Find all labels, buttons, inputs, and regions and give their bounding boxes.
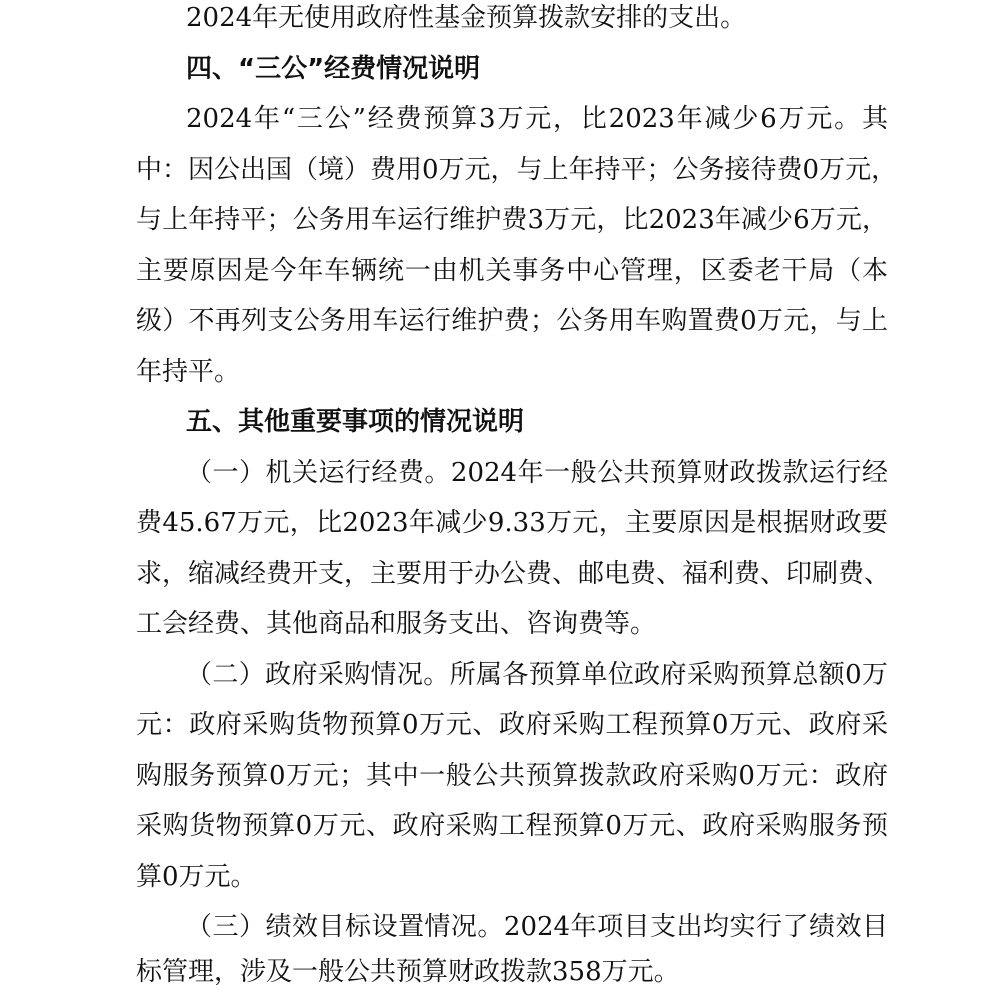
section4-heading: 四、“三公”经费情况说明 [186,54,481,84]
section4-paragraph-line-5: 级）不再列支公务用车运行维护费；公务用车购置费0万元，与上 [136,306,888,336]
section5-item1-line-3: 求，缩减经费开支，主要用于办公费、邮电费、福利费、印刷费、 [136,559,891,589]
section4-paragraph-line-1: 2024年“三公”经费预算3万元，比2023年减少6万元。其 [186,104,888,134]
section5-item3-line-2: 标管理，涉及一般公共预算财政拨款358万元。 [136,957,680,987]
section3-tail-line-1: 2024年无使用政府性基金预算拨款安排的支出。 [186,3,747,33]
section5-item2-line-1: （二）政府采购情况。所属各预算单位政府采购预算总额0万 [186,660,888,690]
section5-item1-line-2: 费45.67万元，比2023年减少9.33万元，主要原因是根据财政要 [136,508,888,538]
section4-paragraph-line-6: 年持平。 [136,357,241,387]
section5-item2-line-4: 采购货物预算0万元、政府采购工程预算0万元、政府采购服务预 [136,811,888,841]
section5-heading: 五、其他重要事项的情况说明 [186,407,525,437]
section5-item1-line-4: 工会经费、其他商品和服务支出、咨询费等。 [136,609,657,639]
section4-paragraph-line-3: 与上年持平；公务用车运行维护费3万元，比2023年减少6万元， [136,205,888,235]
section5-item1-line-1: （一）机关运行经费。2024年一般公共预算财政拨款运行经 [186,458,888,488]
section5-item2-line-5: 算0万元。 [136,862,257,892]
section5-item2-line-3: 购服务预算0万元；其中一般公共预算拨款政府采购0万元：政府 [136,761,888,791]
section4-paragraph-line-4: 主要原因是今年车辆统一由机关事务中心管理，区委老干局（本 [136,256,888,286]
section5-item2-line-2: 元：政府采购货物预算0万元、政府采购工程预算0万元、政府采 [136,710,888,740]
section5-item3-line-1: （三）绩效目标设置情况。2024年项目支出均实行了绩效目 [186,912,888,942]
section4-paragraph-line-2: 中：因公出国（境）费用0万元，与上年持平；公务接待费0万元， [136,155,898,185]
